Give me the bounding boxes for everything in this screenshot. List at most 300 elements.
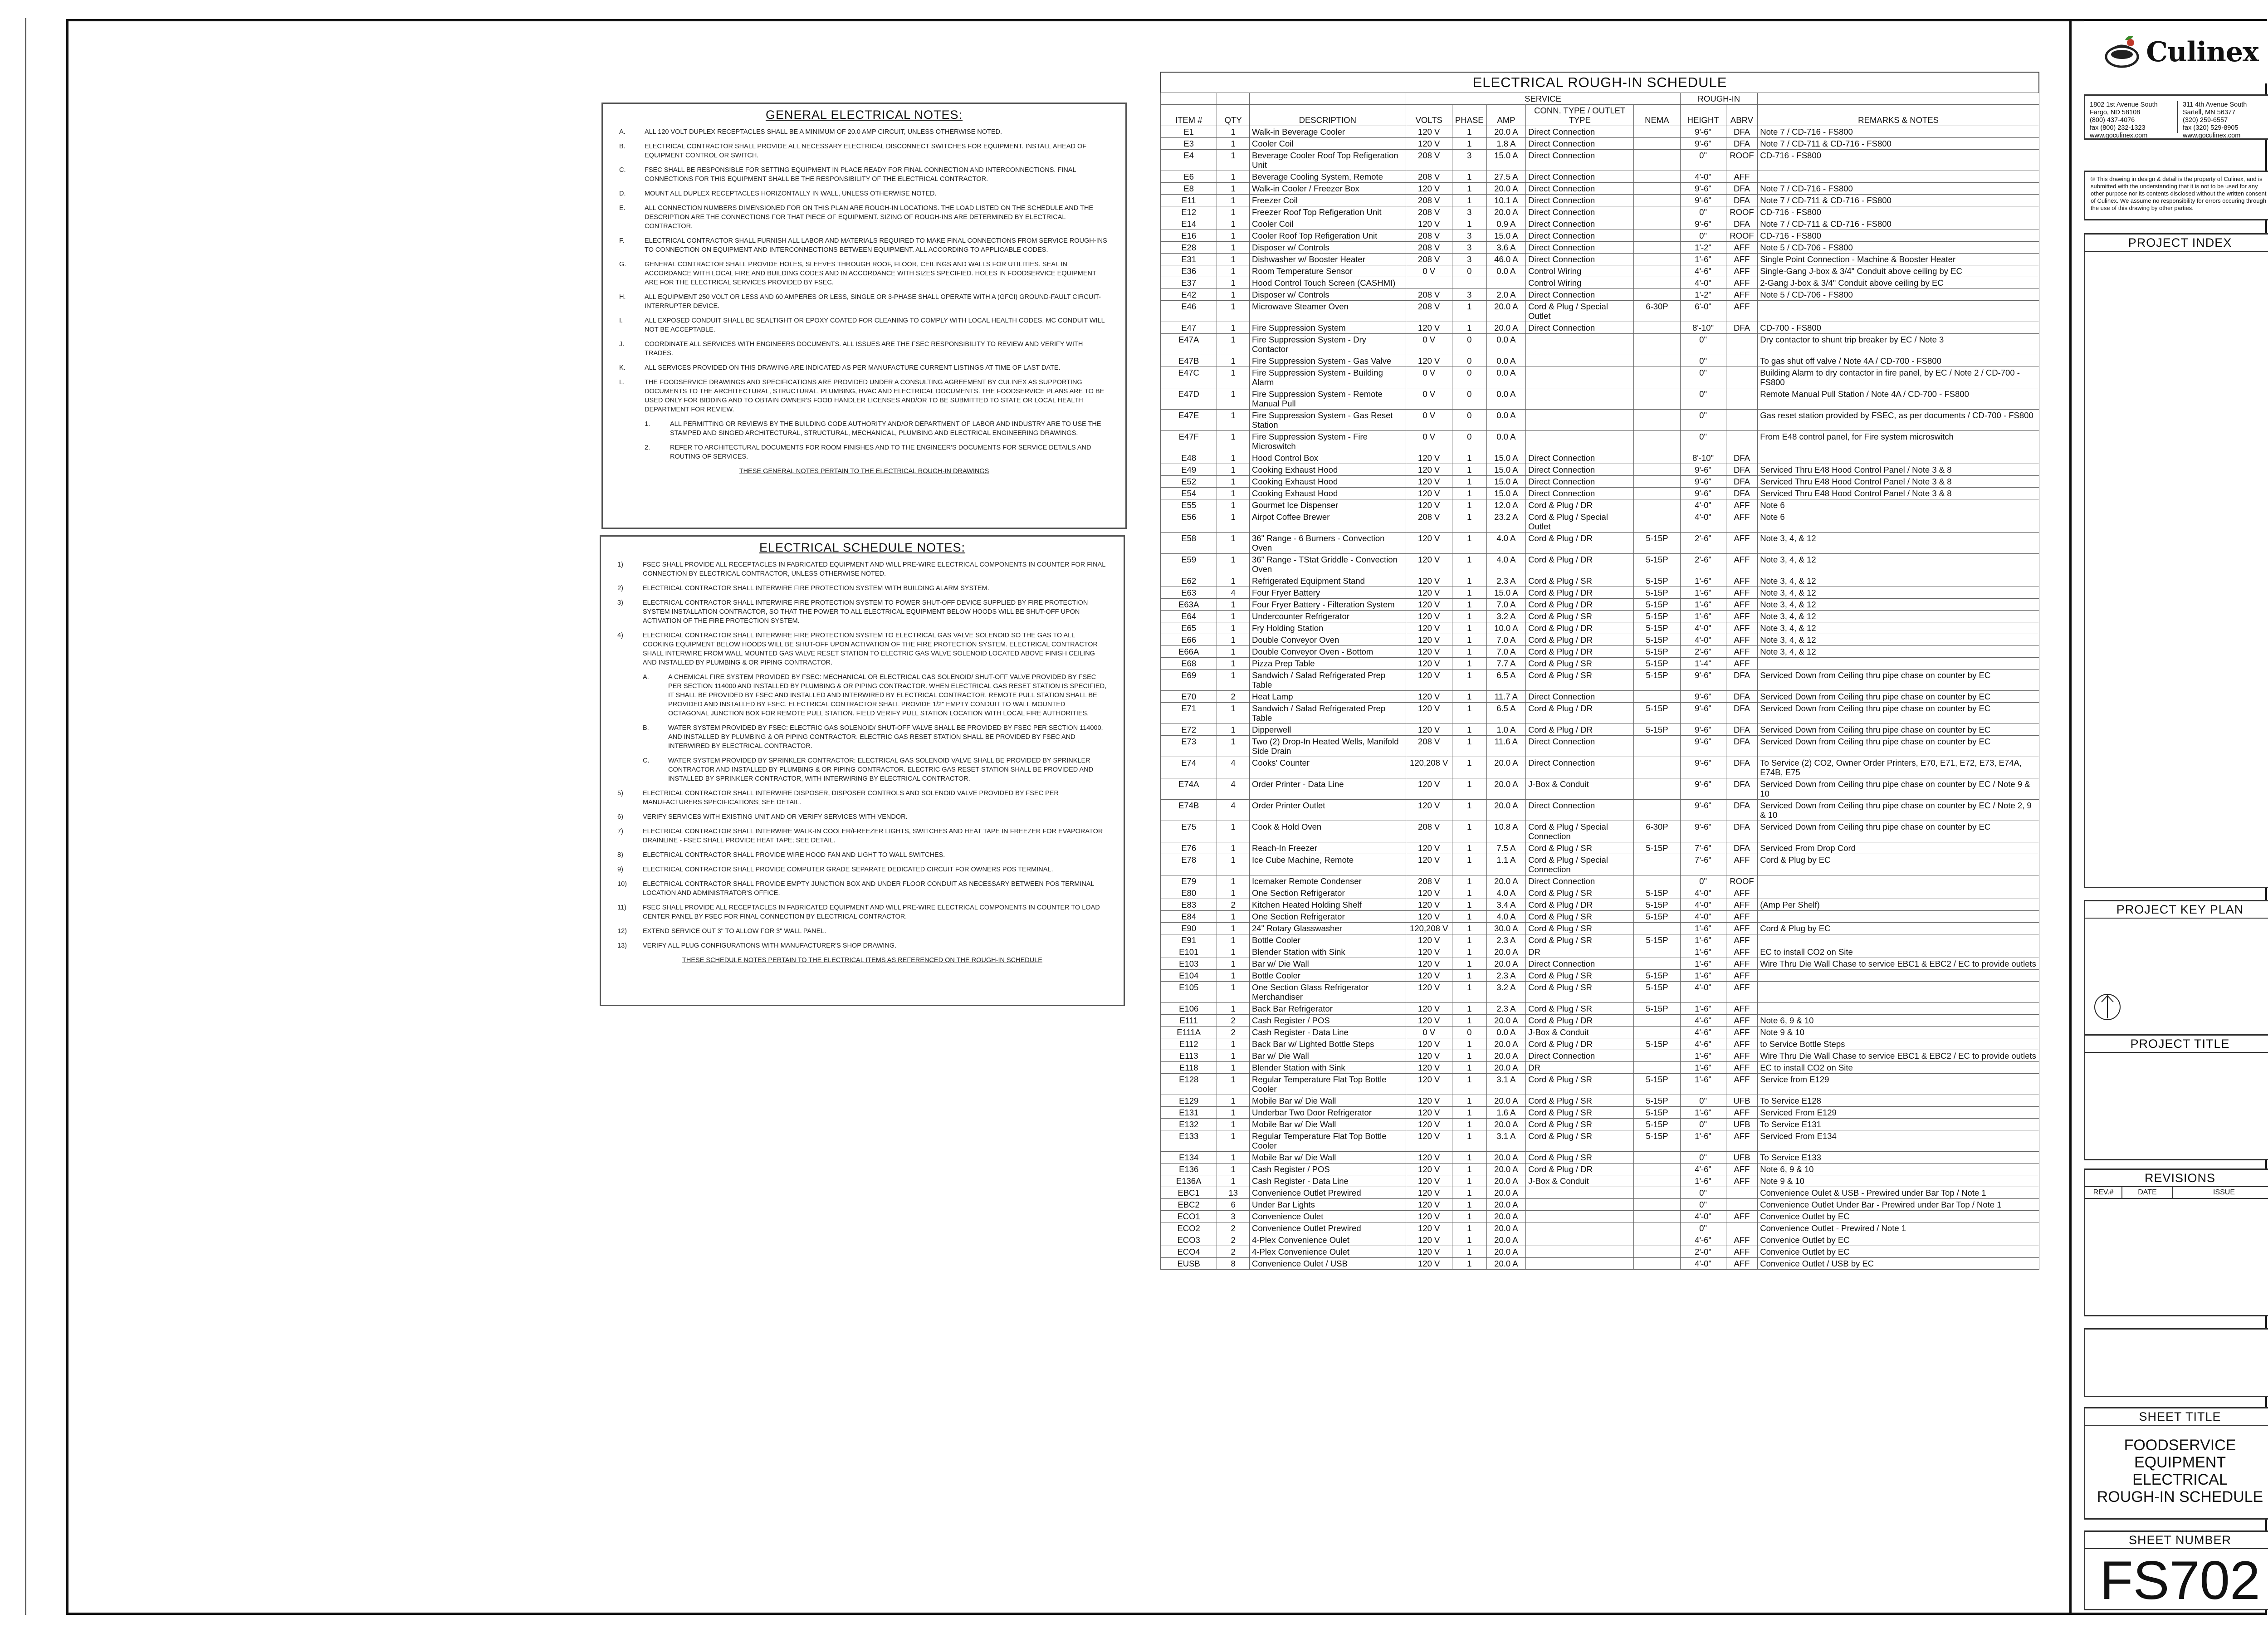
table-cell: 1 (1217, 322, 1250, 334)
table-cell: E104 (1161, 970, 1217, 982)
table-cell: 1 (1217, 1095, 1250, 1107)
table-cell: Sandwich / Salad Refrigerated Prep Table (1250, 670, 1406, 691)
note-item (619, 293, 1109, 311)
table-cell: 1.6 A (1486, 1107, 1525, 1119)
table-cell: 1 (1217, 289, 1250, 301)
note-text: GENERAL CONTRACTOR SHALL PROVIDE HOLES, SLEEVES THROUGH ROOF, FLOOR, CEILINGS AND WALLS FOR UTILITIES. SEAL IN ACCORDANCE WITH LOCAL FIRE AND BUILDING CODES AND IN ACCORDANCE WITH SIZES SPECIFIED. HOLES IN FOODSERVICE EQUIPMENT ARE FOR THE ELECTRICAL SERVICES PROVIDED BY FSEC. (645, 261, 1096, 286)
table-cell: E91 (1161, 934, 1217, 946)
table-cell: 6.5 A (1486, 670, 1525, 691)
table-cell: E113 (1161, 1050, 1217, 1062)
table-cell: 0 V (1406, 431, 1452, 452)
table-cell: 5-15P (1634, 1095, 1680, 1107)
table-cell: 20.0 A (1486, 1038, 1525, 1050)
table-row (1161, 1119, 2039, 1130)
table-cell (1634, 1152, 1680, 1164)
schedule-column-headers (1161, 105, 2039, 126)
table-cell: ROOF (1726, 150, 1758, 171)
sheet-title-header: SHEET TITLE (2085, 1408, 2268, 1426)
note-text: ALL EXPOSED CONDUIT SHALL BE SEALTIGHT OR EPOXY COATED FOR CLEANING TO COMPLY WITH LOCAL HEALTH CODES. MC CONDUIT WILL NOT BE ACCEPTABLE. (645, 317, 1105, 333)
table-cell: Note 9 & 10 (1758, 1175, 2039, 1187)
table-cell (1634, 946, 1680, 958)
table-cell: 0" (1680, 388, 1726, 410)
note-text: ELECTRICAL CONTRACTOR SHALL FURNISH ALL LABOR AND MATERIALS REQUIRED TO MAKE FINAL CONNECTIONS FROM SERVICE ROUGH-INS TO CONNECTION ON EQUIPMENT AND INTERCONNECTIONS BETWEEN EQUIPMENT. ALL ACCORDING TO APPLICABLE CODES. (645, 237, 1107, 254)
table-cell: 1 (1452, 1152, 1486, 1164)
table-cell: 7.0 A (1486, 646, 1525, 658)
table-cell (1634, 126, 1680, 138)
table-cell: 15.0 A (1486, 476, 1525, 488)
table-cell: 0" (1680, 1095, 1726, 1107)
table-cell: Cord & Plug / SR (1526, 658, 1634, 670)
table-cell: CD-716 - FS800 (1758, 150, 2039, 171)
office-addresses (2084, 94, 2268, 140)
table-row (1161, 367, 2039, 388)
table-row (1161, 934, 2039, 946)
table-cell (1634, 875, 1680, 887)
table-cell: Note 7 / CD-711 & CD-716 - FS800 (1758, 218, 2039, 230)
table-cell: AFF (1726, 622, 1758, 634)
table-cell: Hood Control Box (1250, 452, 1406, 464)
table-row (1161, 982, 2039, 1003)
table-cell: 1 (1217, 599, 1250, 611)
table-cell: Cord & Plug / SR (1526, 842, 1634, 854)
revisions-columns (2085, 1187, 2268, 1199)
table-cell: CD-716 - FS800 (1758, 206, 2039, 218)
general-notes-panel (601, 103, 1127, 529)
table-cell: DFA (1726, 778, 1758, 800)
table-cell: 1 (1452, 575, 1486, 587)
table-cell: Serviced Down from Ceiling thru pipe chase on counter by EC (1758, 736, 2039, 757)
table-cell: 0" (1680, 1222, 1726, 1234)
table-cell: 9'-6" (1680, 691, 1726, 703)
note-subitem (643, 673, 1107, 718)
table-cell: 1 (1217, 970, 1250, 982)
table-cell: AFF (1726, 923, 1758, 934)
table-cell: DFA (1726, 322, 1758, 334)
table-cell: 208 V (1406, 289, 1452, 301)
table-cell: 1 (1217, 464, 1250, 476)
table-cell: 120 V (1406, 691, 1452, 703)
table-cell: 4.0 A (1486, 911, 1525, 923)
table-cell: UFB (1726, 1119, 1758, 1130)
table-cell: Note 6 (1758, 499, 2039, 511)
table-row (1161, 703, 2039, 724)
table-cell: Cord & Plug / DR (1526, 499, 1634, 511)
table-cell: 1 (1452, 1095, 1486, 1107)
table-cell: AFF (1726, 587, 1758, 599)
note-text: ELECTRICAL CONTRACTOR SHALL PROVIDE ALL NECESSARY ELECTRICAL DISCONNECT SWITCHES FOR EQUIPMENT. INSTALL AHEAD OF EQUIPMENT CONTROL OR SWITCH. (645, 143, 1087, 159)
table-cell: E47 (1161, 322, 1217, 334)
table-cell: 1 (1452, 1130, 1486, 1152)
table-cell: 0.0 A (1486, 265, 1525, 277)
table-cell: 120 V (1406, 1095, 1452, 1107)
note-key: 6) (617, 813, 623, 821)
table-cell: 2.3 A (1486, 1003, 1525, 1015)
table-cell: Fire Suppression System - Gas Valve (1250, 355, 1406, 367)
table-cell: 11.7 A (1486, 691, 1525, 703)
sheet-title (2085, 1437, 2268, 1506)
table-cell: 20.0 A (1486, 800, 1525, 821)
column-header: VOLTS (1406, 105, 1452, 126)
table-cell: 4'-0" (1680, 277, 1726, 289)
table-cell: DFA (1726, 800, 1758, 821)
note-key: 11) (617, 904, 626, 911)
table-cell: 2'-6" (1680, 554, 1726, 575)
table-cell: 4'-6" (1680, 1027, 1726, 1038)
table-cell: DFA (1726, 691, 1758, 703)
table-cell: E65 (1161, 622, 1217, 634)
table-cell: 120 V (1406, 911, 1452, 923)
table-cell: 120 V (1406, 658, 1452, 670)
table-cell: E68 (1161, 658, 1217, 670)
table-cell: 3.1 A (1486, 1074, 1525, 1095)
table-cell: Note 5 / CD-706 - FS800 (1758, 289, 2039, 301)
table-cell (1634, 476, 1680, 488)
table-cell: 10.8 A (1486, 821, 1525, 842)
table-cell: 0.9 A (1486, 218, 1525, 230)
table-cell: Direct Connection (1526, 242, 1634, 254)
table-cell: 1 (1217, 242, 1250, 254)
table-row (1161, 499, 2039, 511)
table-cell: Serviced Down from Ceiling thru pipe chase on counter by EC (1758, 821, 2039, 842)
table-row (1161, 183, 2039, 195)
table-cell: Cord & Plug / DR (1526, 622, 1634, 634)
table-cell: Convenience Oulet / USB (1250, 1258, 1406, 1270)
table-cell: Note 6, 9 & 10 (1758, 1164, 2039, 1175)
table-cell: 5-15P (1634, 658, 1680, 670)
office-address-fargo (2090, 101, 2177, 139)
note-item (617, 927, 1107, 936)
table-cell: ROOF (1726, 875, 1758, 887)
table-cell: Microwave Steamer Oven (1250, 301, 1406, 322)
table-cell: 1'-6" (1680, 1074, 1726, 1095)
table-cell: From E48 control panel, for Fire system microswitch (1758, 431, 2039, 452)
table-cell: 120 V (1406, 982, 1452, 1003)
table-cell (1634, 277, 1680, 289)
table-cell: One Section Refrigerator (1250, 911, 1406, 923)
table-cell: Cash Register / POS (1250, 1164, 1406, 1175)
table-cell: 120 V (1406, 646, 1452, 658)
table-cell: 1 (1217, 634, 1250, 646)
table-cell: 5-15P (1634, 899, 1680, 911)
table-cell: 4-Plex Convenience Oulet (1250, 1234, 1406, 1246)
table-cell: 1 (1452, 1062, 1486, 1074)
table-cell: Serviced Down from Ceiling thru pipe chase on counter by EC (1758, 670, 2039, 691)
table-cell: Note 3, 4, & 12 (1758, 622, 2039, 634)
table-cell: E59 (1161, 554, 1217, 575)
table-cell: 1 (1217, 611, 1250, 622)
table-cell: EC to install CO2 on Site (1758, 946, 2039, 958)
table-cell (1634, 138, 1680, 150)
table-cell: ECO1 (1161, 1211, 1217, 1222)
table-cell: 3.2 A (1486, 982, 1525, 1003)
table-row (1161, 622, 2039, 634)
table-cell: 1 (1217, 277, 1250, 289)
table-cell (1634, 289, 1680, 301)
table-cell (1634, 1246, 1680, 1258)
note-text: ALL SERVICES PROVIDED ON THIS DRAWING ARE INDICATED AS PER MANUFACTURE CURRENT LISTINGS AT TIME OF LAST DATE. (645, 364, 1061, 372)
table-cell: 3 (1452, 230, 1486, 242)
table-cell: 7.7 A (1486, 658, 1525, 670)
table-cell: CD-716 - FS800 (1758, 230, 2039, 242)
table-cell: Cord & Plug / Special Outlet (1526, 511, 1634, 533)
table-cell: DFA (1726, 736, 1758, 757)
table-cell: 1 (1452, 511, 1486, 533)
table-cell: 120 V (1406, 554, 1452, 575)
table-row (1161, 1130, 2039, 1152)
table-cell: 208 V (1406, 171, 1452, 183)
table-cell: Gas reset station provided by FSEC, as per documents / CD-700 - FS800 (1758, 410, 2039, 431)
table-row (1161, 724, 2039, 736)
table-cell: 1 (1217, 670, 1250, 691)
table-cell: 120 V (1406, 934, 1452, 946)
table-row (1161, 1199, 2039, 1211)
table-cell: Dry contactor to shunt trip breaker by EC / Note 3 (1758, 334, 2039, 355)
table-cell: 0 (1452, 334, 1486, 355)
table-cell: 20.0 A (1486, 126, 1525, 138)
table-cell (1634, 923, 1680, 934)
note-key: 7) (617, 828, 623, 835)
column-header: AMP (1486, 105, 1525, 126)
table-cell: 1'-6" (1680, 611, 1726, 622)
table-row (1161, 821, 2039, 842)
table-row (1161, 736, 2039, 757)
table-cell: E133 (1161, 1130, 1217, 1152)
table-cell: Blender Station with Sink (1250, 946, 1406, 958)
table-cell: Heat Lamp (1250, 691, 1406, 703)
address-line: www.goculinex.com (2183, 132, 2241, 139)
table-cell (1634, 464, 1680, 476)
table-cell: 1 (1217, 218, 1250, 230)
table-cell (1726, 1187, 1758, 1199)
table-cell: 0" (1680, 1152, 1726, 1164)
table-row (1161, 1187, 2039, 1199)
table-cell: AFF (1726, 611, 1758, 622)
table-cell (1634, 499, 1680, 511)
table-cell: One Section Glass Refrigerator Merchandiser (1250, 982, 1406, 1003)
table-row (1161, 887, 2039, 899)
note-key: A. (643, 674, 649, 681)
table-cell: E79 (1161, 875, 1217, 887)
table-cell: AFF (1726, 554, 1758, 575)
table-row (1161, 670, 2039, 691)
table-cell: 9'-6" (1680, 195, 1726, 206)
table-cell: 3 (1217, 1211, 1250, 1222)
table-cell: Direct Connection (1526, 322, 1634, 334)
note-text: VERIFY ALL PLUG CONFIGURATIONS WITH MANUFACTURER'S SHOP DRAWING. (643, 942, 897, 949)
table-cell: Direct Connection (1526, 206, 1634, 218)
sheet-number-block (2084, 1530, 2268, 1610)
note-text: FSEC SHALL BE RESPONSIBLE FOR SETTING EQUIPMENT IN PLACE READY FOR FINAL CONNECTION AND INTERCONNECTIONS. FINAL CONNECTIONS FOR THIS EQUIPMENT SHALL BE THE RESPONSIBILITY OF THE ELECTRICAL CONTRACTOR. (645, 166, 1076, 183)
table-cell (1634, 265, 1680, 277)
table-cell: 0.0 A (1486, 355, 1525, 367)
note-text: ELECTRICAL CONTRACTOR SHALL PROVIDE WIRE HOOD FAN AND LIGHT TO WALL SWITCHES. (643, 851, 945, 859)
table-cell: E75 (1161, 821, 1217, 842)
table-cell: 5-15P (1634, 599, 1680, 611)
table-cell: 1 (1217, 946, 1250, 958)
table-cell: 5-15P (1634, 842, 1680, 854)
table-cell (1634, 334, 1680, 355)
table-row (1161, 230, 2039, 242)
table-cell: Direct Connection (1526, 736, 1634, 757)
table-cell: Fire Suppression System - Gas Reset Station (1250, 410, 1406, 431)
table-cell: AFF (1726, 946, 1758, 958)
table-cell: Note 3, 4, & 12 (1758, 575, 2039, 587)
table-cell (1634, 355, 1680, 367)
table-cell: 5-15P (1634, 970, 1680, 982)
table-row (1161, 322, 2039, 334)
table-cell: 2 (1217, 691, 1250, 703)
table-cell: Serviced Thru E48 Hood Control Panel / Note 3 & 8 (1758, 488, 2039, 499)
table-cell (1634, 778, 1680, 800)
table-cell: 20.0 A (1486, 1258, 1525, 1270)
note-item (619, 316, 1109, 334)
table-cell: 1 (1452, 821, 1486, 842)
note-item (619, 204, 1109, 231)
table-cell: ECO2 (1161, 1222, 1217, 1234)
table-cell: 5-15P (1634, 622, 1680, 634)
note-text: REFER TO ARCHITECTURAL DOCUMENTS FOR ROOM FINISHES AND TO THE ENGINEER'S DOCUMENTS FOR SERVICE DETAILS AND ROUTING OF SERVICES. (670, 444, 1091, 460)
table-cell: 120 V (1406, 1246, 1452, 1258)
note-key: C. (619, 166, 626, 174)
table-cell (1634, 322, 1680, 334)
table-cell: E111 (1161, 1015, 1217, 1027)
table-cell: Mobile Bar w/ Die Wall (1250, 1152, 1406, 1164)
table-cell: 120 V (1406, 703, 1452, 724)
table-cell: 1 (1217, 230, 1250, 242)
table-cell: 5-15P (1634, 911, 1680, 923)
table-cell: To Service E131 (1758, 1119, 2039, 1130)
table-cell: Note 3, 4, & 12 (1758, 634, 2039, 646)
note-text: ALL EQUIPMENT 250 VOLT OR LESS AND 60 AMPERES OR LESS, SINGLE OR 3-PHASE SHALL OPERATE WITH A (GFCI) GROUND-FAULT CIRCUIT-INTERRUPTER DEVICE. (645, 293, 1101, 310)
table-cell: 9'-6" (1680, 821, 1726, 842)
table-cell (1526, 388, 1634, 410)
table-cell: Direct Connection (1526, 171, 1634, 183)
table-row (1161, 464, 2039, 476)
address-line: Sartell, MN 56377 (2183, 109, 2236, 116)
table-cell: 4'-0" (1680, 1258, 1726, 1270)
table-cell: 0 (1452, 355, 1486, 367)
table-row (1161, 691, 2039, 703)
table-cell: Beverage Cooling System, Remote (1250, 171, 1406, 183)
table-cell: 0 V (1406, 1027, 1452, 1038)
table-cell: 5-15P (1634, 587, 1680, 599)
table-cell: Cord & Plug / SR (1526, 923, 1634, 934)
table-cell: E136 (1161, 1164, 1217, 1175)
table-cell: 120 V (1406, 778, 1452, 800)
table-cell: 1 (1452, 842, 1486, 854)
column-header: PHASE (1452, 105, 1486, 126)
table-cell: 20.0 A (1486, 183, 1525, 195)
table-cell: Direct Connection (1526, 476, 1634, 488)
table-cell: E48 (1161, 452, 1217, 464)
table-cell: Cord & Plug / DR (1526, 1015, 1634, 1027)
table-cell: E90 (1161, 923, 1217, 934)
note-key: C. (643, 757, 650, 764)
table-cell (1634, 1015, 1680, 1027)
table-cell: DFA (1726, 195, 1758, 206)
table-cell: 120,208 V (1406, 757, 1452, 778)
note-item (619, 142, 1109, 160)
table-cell: 4.0 A (1486, 554, 1525, 575)
table-row (1161, 1246, 2039, 1258)
table-cell: Direct Connection (1526, 254, 1634, 265)
table-cell: 1 (1452, 724, 1486, 736)
table-cell: 1.8 A (1486, 138, 1525, 150)
schedule-notes-title: ELECTRICAL SCHEDULE NOTES: (759, 541, 966, 554)
note-text: FSEC SHALL PROVIDE ALL RECEPTACLES IN FABRICATED EQUIPMENT AND WILL PRE-WIRE ELECTRICAL COMPONENTS IN COUNTER FOR FINAL CONNECTION BY ELECTRICAL CONTRACTOR, UNLESS OTHERWISE NOTED. (643, 561, 1105, 577)
table-cell (1726, 334, 1758, 355)
table-cell: Cord & Plug / SR (1526, 1119, 1634, 1130)
note-text: COORDINATE ALL SERVICES WITH ENGINEERS DOCUMENTS. ALL ISSUES ARE THE FSEC RESPONSIBILITY TO REVIEW AND VERIFY WITH TRADES. (645, 341, 1083, 357)
note-key: G. (619, 261, 626, 268)
table-cell: 6-30P (1634, 821, 1680, 842)
table-cell: Direct Connection (1526, 464, 1634, 476)
table-cell: Bottle Cooler (1250, 970, 1406, 982)
table-cell: Bar w/ Die Wall (1250, 958, 1406, 970)
table-cell: J-Box & Conduit (1526, 778, 1634, 800)
table-cell: 20.0 A (1486, 301, 1525, 322)
table-cell: Cord & Plug / SR (1526, 1074, 1634, 1095)
note-subitem (643, 724, 1107, 751)
note-text: A CHEMICAL FIRE SYSTEM PROVIDED BY FSEC: MECHANICAL OR ELECTRICAL GAS SOLENOID/ SHUT-OFF VALVE PROVIDED BY FSEC PER SECTION 114000 AND INSTALLED BY PLUMBING & OR PIPING CONTRACTOR. WHEN ELECTRICAL GAS RESET STATION IS SPECIFIED, IT SHALL BE PROVIDED BY FSEC AND INSTALLED AND INTERWIRED BY ELECTRICAL CONTRACTOR. REMOTE PULL STATION SHALL BE PROVIDED AND INSTALLED BY FSEC. ELECTRICAL CONTRACTOR SHALL PROVIDE 1/2" EMPTY CONDUIT TO WALL MOUNTED OCTAGONAL JUNCTION BOX FOR REMOTE PULL STATION. FIELD VERIFY PULL STATION LOCATION WITH LOCAL FIRE AUTHORITIES. (668, 674, 1107, 717)
table-cell: 1 (1452, 1175, 1486, 1187)
north-arrow-icon (2092, 991, 2123, 1023)
table-cell: 1'-6" (1680, 1062, 1726, 1074)
table-cell: 1'-6" (1680, 1175, 1726, 1187)
note-key: 4) (617, 632, 623, 639)
table-cell: 1 (1217, 821, 1250, 842)
table-cell: Note 3, 4, & 12 (1758, 646, 2039, 658)
table-cell: Direct Connection (1526, 488, 1634, 499)
table-cell: Fire Suppression System - Dry Contactor (1250, 334, 1406, 355)
table-cell: 0.0 A (1486, 334, 1525, 355)
table-cell: 0" (1680, 410, 1726, 431)
table-cell: E36 (1161, 265, 1217, 277)
table-cell: 1 (1217, 410, 1250, 431)
table-cell: Cord & Plug / SR (1526, 934, 1634, 946)
table-cell (1634, 1222, 1680, 1234)
table-cell: 1 (1452, 658, 1486, 670)
table-cell: 11.6 A (1486, 736, 1525, 757)
table-cell: J-Box & Conduit (1526, 1175, 1634, 1187)
table-row (1161, 946, 2039, 958)
table-cell: 1 (1452, 670, 1486, 691)
table-cell: 1 (1217, 842, 1250, 854)
note-item (619, 378, 1109, 414)
table-cell: 0" (1680, 1119, 1726, 1130)
table-cell: 1'-2" (1680, 289, 1726, 301)
note-key: F. (619, 237, 625, 244)
table-cell: 1'-6" (1680, 1003, 1726, 1015)
table-cell: 1 (1217, 126, 1250, 138)
table-cell: AFF (1726, 1211, 1758, 1222)
table-cell: 120 V (1406, 946, 1452, 958)
office-address-sartell (2177, 101, 2268, 139)
table-cell: 1 (1217, 265, 1250, 277)
table-cell: E136A (1161, 1175, 1217, 1187)
table-cell: Cord & Plug / SR (1526, 1095, 1634, 1107)
table-cell: 1 (1452, 899, 1486, 911)
table-cell: To Service E133 (1758, 1152, 2039, 1164)
table-cell: 1 (1217, 1062, 1250, 1074)
table-cell: 1 (1217, 150, 1250, 171)
table-cell: 0 (1452, 431, 1486, 452)
table-cell: Note 7 / CD-711 & CD-716 - FS800 (1758, 138, 2039, 150)
table-cell: 2 (1217, 1015, 1250, 1027)
table-cell: E6 (1161, 171, 1217, 183)
table-cell: Building Alarm to dry contactor in fire panel, by EC / Note 2 / CD-700 - FS800 (1758, 367, 2039, 388)
service-group-header: SERVICE (1406, 93, 1680, 105)
